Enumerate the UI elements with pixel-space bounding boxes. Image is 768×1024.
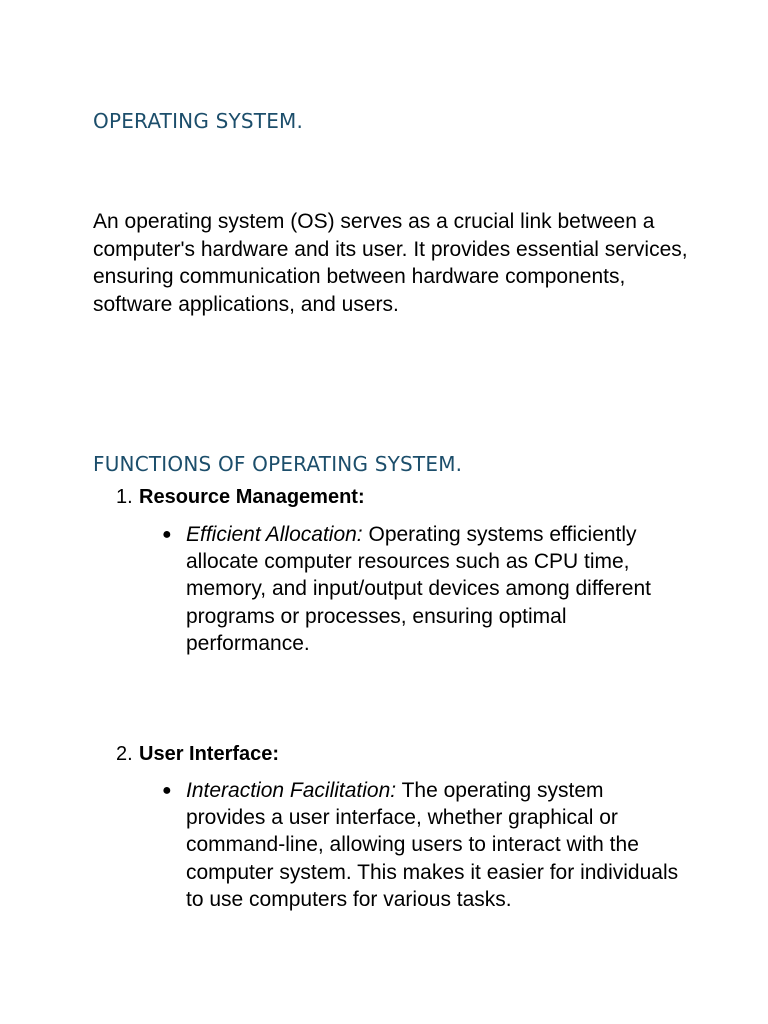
intro-paragraph: An operating system (OS) serves as a crucial link between a computer's hardware and its user. It provides essential services, ensuring communication between hardware components, software applications, and users. <box>93 210 688 316</box>
document-title: OPERATING SYSTEM. <box>93 109 304 133</box>
list-item-number: 2. <box>116 743 133 765</box>
list-item-label: User Interface: <box>139 743 280 765</box>
bullet-text <box>186 777 682 913</box>
bullet-lead: Efficient Allocation: <box>186 523 363 546</box>
list-item-number: 1. <box>116 486 133 508</box>
list-item-user-interface <box>116 741 279 768</box>
list-item-resource-management <box>116 484 365 511</box>
bullet-dot-icon: ● <box>162 782 172 799</box>
bullet-body: Operating systems efficiently allocate computer resources such as CPU time, memory, and input/output devices among different programs or processes, ensuring optimal performance. <box>186 523 651 655</box>
bullet-efficient-allocation <box>162 521 682 657</box>
bullet-text <box>186 521 682 657</box>
functions-heading: FUNCTIONS OF OPERATING SYSTEM. <box>93 452 463 476</box>
list-item-label: Resource Management: <box>139 486 365 508</box>
bullet-lead: Interaction Facilitation: <box>186 779 397 802</box>
bullet-body: The operating system provides a user interface, whether graphical or command-line, allowing users to interact with the computer system. This makes it easier for individuals to use computers for various tasks. <box>186 779 679 911</box>
bullet-interaction-facilitation <box>162 777 682 913</box>
bullet-dot-icon: ● <box>162 526 172 543</box>
